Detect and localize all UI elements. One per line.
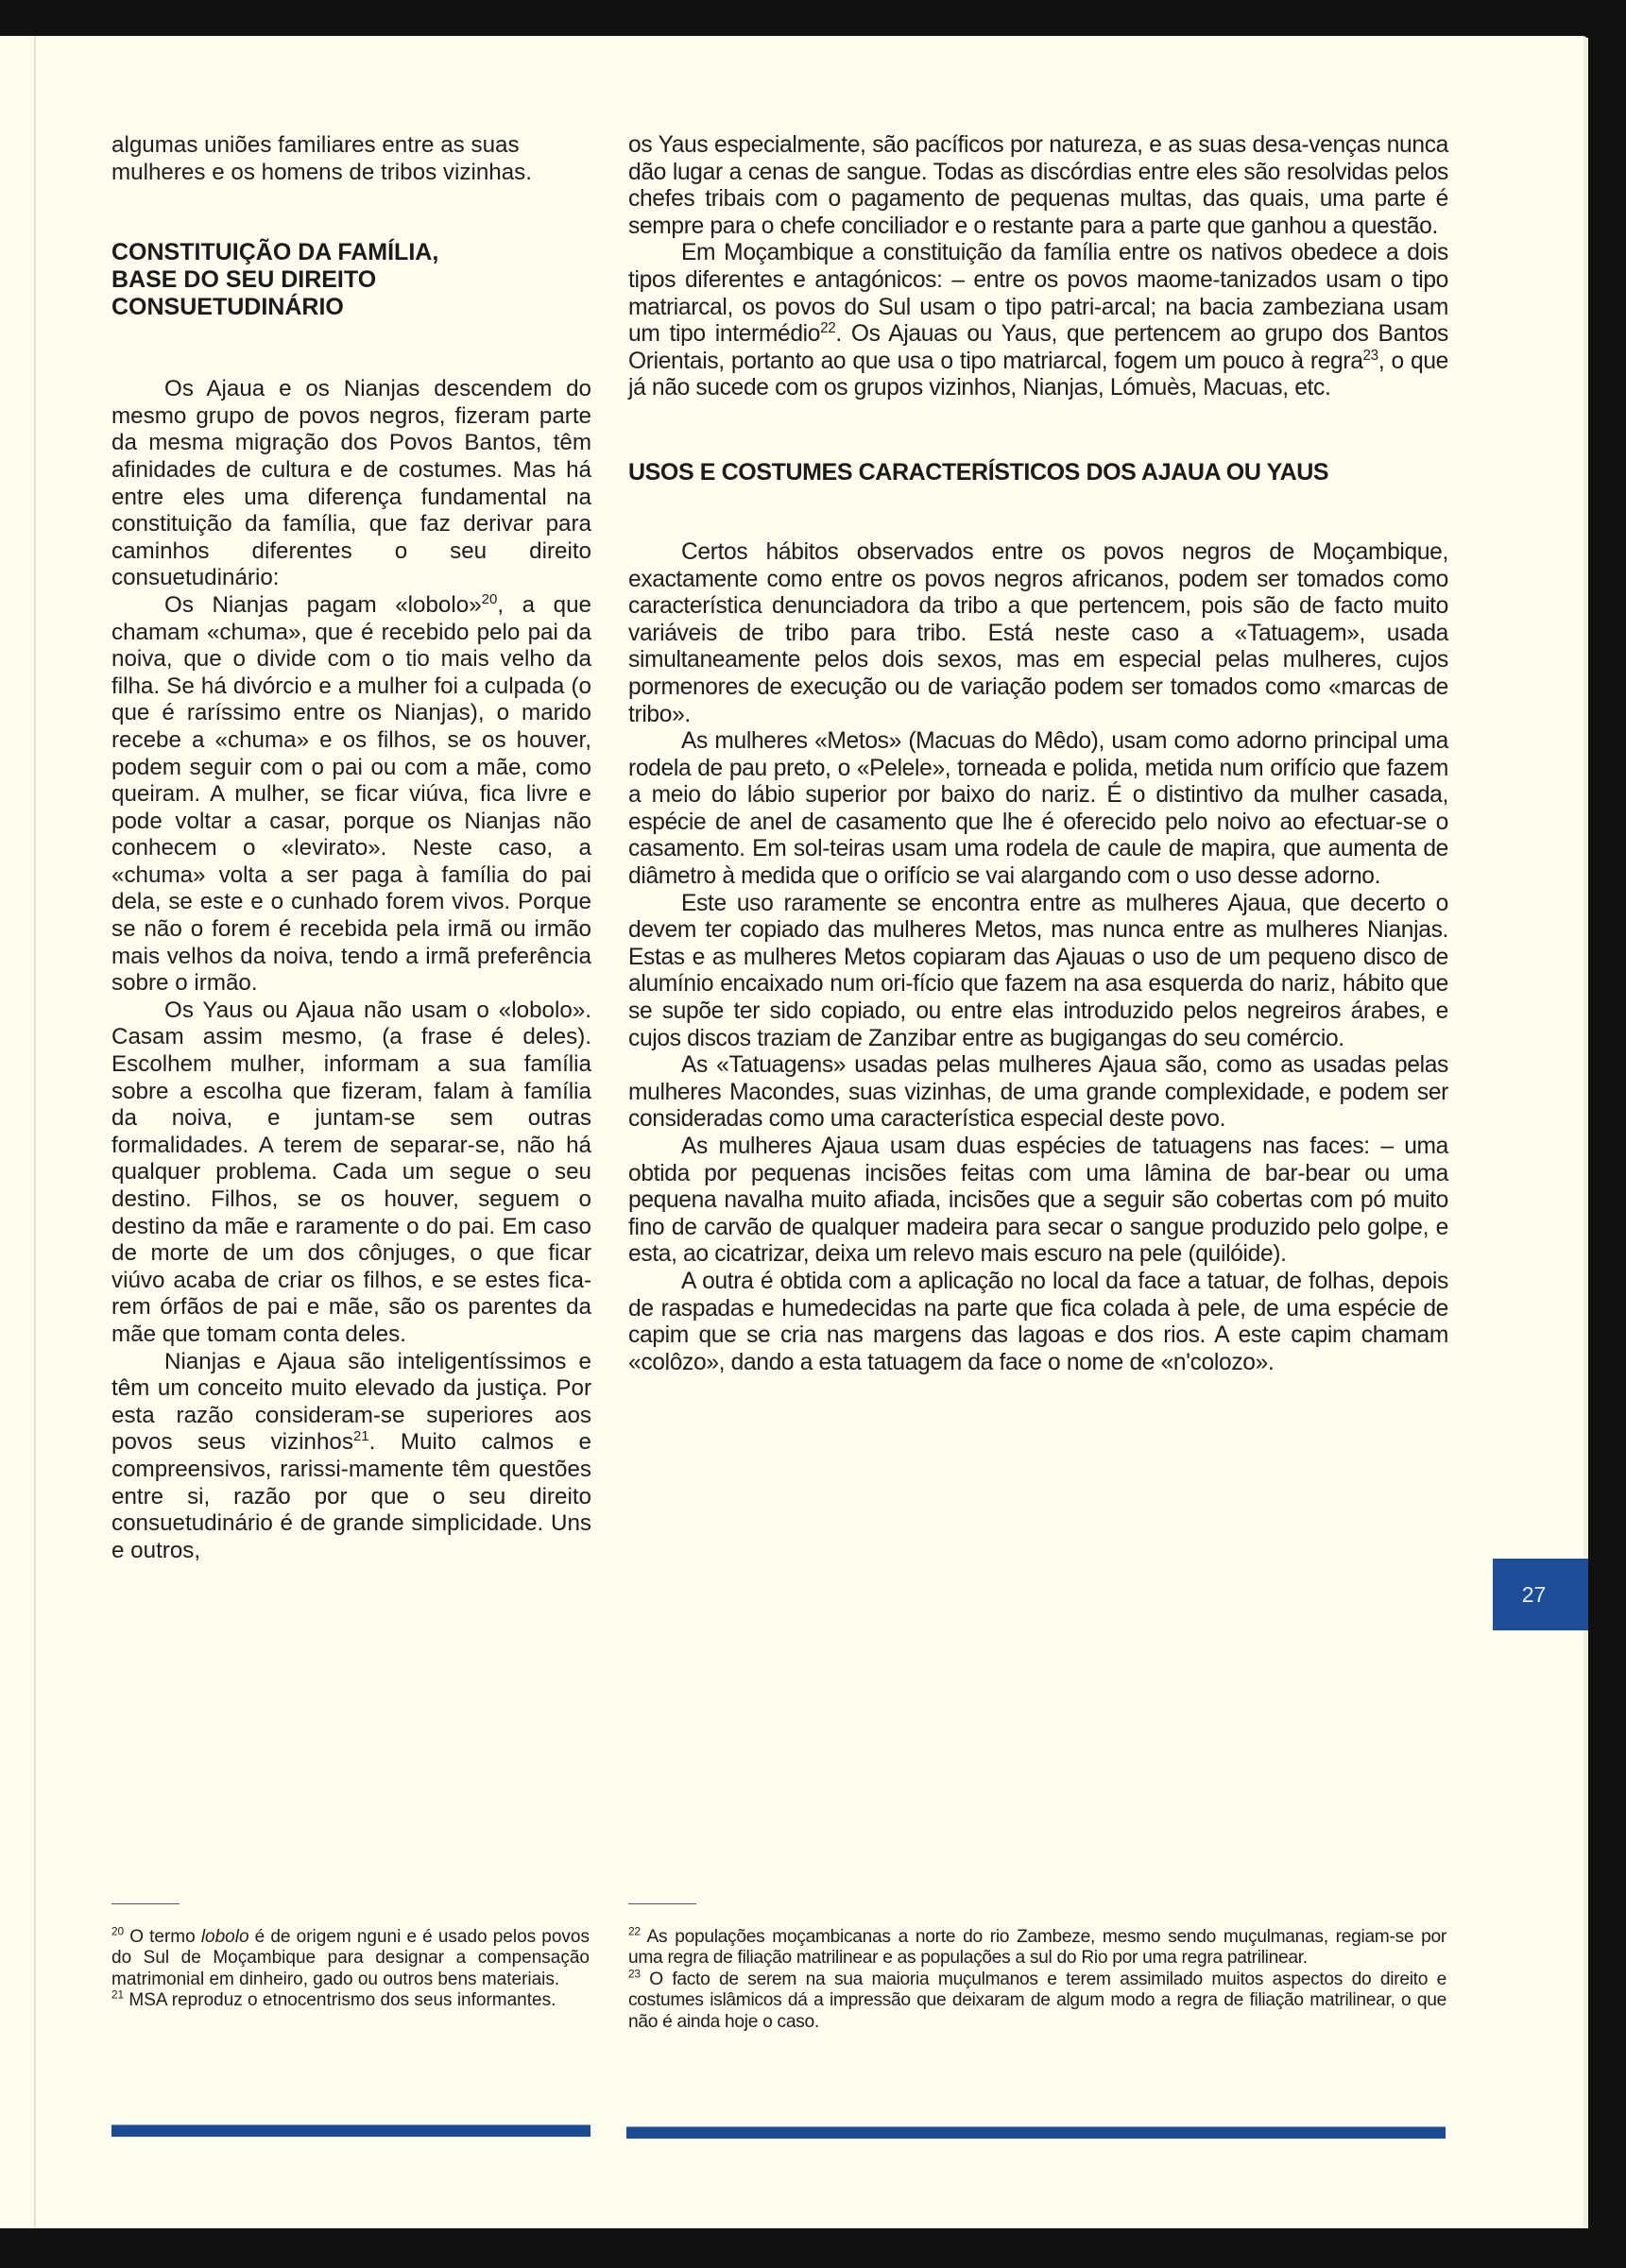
footnote-number: 23 (628, 1967, 641, 1981)
text-run: MSA reproduz o etnocentrismo dos seus informantes. (124, 1990, 556, 2011)
body-paragraph: As «Tatuagens» usadas pelas mulheres Ajaua são, como as usadas pelas mulheres Macondes, suas vizinhas, de uma grande complexidade, e podem ser consideradas como uma característica especial deste povo. (628, 1052, 1448, 1133)
body-paragraph: Os Yaus ou Ajaua não usam o «lobolo». Casam assim mesmo, (a frase é deles). Escolhem mulher, informam a sua família sobre a escolha que fizeram, falam à família da noiva, e juntam-se sem outras formalidades. A terem de separar-se, não há qualquer problema. Cada um segue o seu destino. Filhos, se os houver, seguem o destino da mãe e raramente o do pai. Em caso de morte de um dos cônjuges, o que ficar viúvo acaba de criar os filhos, e se estes fica-rem órfãos de pai e mãe, são os parentes da mãe que tomam conta deles. (111, 997, 591, 1347)
footnote-23 (628, 1967, 1446, 2033)
footnote-22 (628, 1924, 1446, 1970)
footnote-ref-21[interactable]: 21 (352, 1428, 369, 1445)
page-gutter-edge (34, 36, 36, 2228)
footnote-ref-23[interactable]: 23 (1362, 347, 1378, 364)
page-number: 27 (1521, 1581, 1547, 1607)
footnote-21 (111, 1990, 590, 2011)
body-paragraph (111, 592, 591, 998)
left-column (111, 132, 591, 1564)
heading-line: BASE DO SEU DIREITO (111, 266, 377, 294)
footnotes-left (111, 1903, 590, 2012)
footer-rule-left (111, 2125, 590, 2137)
footnote-number: 21 (111, 1988, 125, 2002)
text-run: , o que já não sucede com os grupos vizinhos, Nianjas, Lómuès, Macuas, etc. (628, 348, 1448, 401)
text-run: . Muito calmos e compreensivos, rarissi-mamente têm questões entre si, razão por que o seu direito consuetudinário é de grande simplicidade. Uns e outros, (111, 1429, 591, 1563)
body-paragraph (111, 1349, 591, 1565)
page-right-edge (1583, 38, 1588, 2227)
text-run: As populações moçambicanas a norte do rio Zambeze, mesmo sendo muçulmanas, regiam-se por uma regra de filiação matrilinear e as populações a sul do Rio por uma regra patrilinear. (628, 1927, 1446, 1969)
body-paragraph: A outra é obtida com a aplicação no local da face a tatuar, de folhas, depois de raspadas e humedecidas na parte que fica colada à pele, de uma espécie de capim que se cria nas margens das lagoas e dos rios. A este capim chamam «colôzo», dando a esta tatuagem da face o nome de «n'colozo». (628, 1268, 1448, 1375)
text-run: O facto de serem na sua maioria muçulmanos e terem assimilado muitos aspectos do direito e costumes islâmicos dá a impressão que deixaram de algum modo a regra de filiação matrilinear, o que não é ainda hoje o caso. (628, 1969, 1446, 2032)
section-heading-family (111, 239, 591, 321)
body-paragraph: os Yaus especialmente, são pacíficos por natureza, e as suas desa-venças nunca dão lugar a cenas de sangue. Todas as discórdias entre eles são resolvidas pelos chefes tribais com o pagamento de pequenas multas, das quais, uma parte é sempre para o chefe conciliador e o restante para a parte que ganhou a questão. (628, 132, 1448, 239)
body-paragraph: Os Ajaua e os Nianjas descendem do mesmo grupo de povos negros, fizeram parte da mesma migração dos Povos Bantos, têm afinidades de cultura e de costumes. Mas há entre eles uma diferença fundamental na constituição da família, que faz derivar para caminhos diferentes o seu direito consuetudinário: (111, 376, 591, 591)
heading-line: CONSUETUDINÁRIO (111, 294, 344, 321)
body-paragraph: As mulheres Ajaua usam duas espécies de tatuagens nas faces: – uma obtida por pequenas incisões feitas com uma lâmina de bar-bear ou uma pequena navalha muito afiada, incisões que a seguir são cobertas com pó muito fino de carvão de qualquer madeira para secar o sangue produzido pelo golpe, e esta, ao cicatrizar, deixa um relevo mais escuro na pele (quilóide). (628, 1134, 1448, 1268)
body-paragraph: Certos hábitos observados entre os povos negros de Moçambique, exactamente como entre os povos negros africanos, podem ser tomados como característica denunciadora da tribo a que pertencem, pois são de facto muito variáveis de tribo para tribo. Está neste caso a «Tatuagem», usada simultaneamente pelos dois sexos, mas em especial pelas mulheres, cujos pormenores de execução ou de variação podem ser tomados como «marcas de tribo». (628, 538, 1448, 727)
footnote-number: 20 (111, 1925, 125, 1938)
footnote-number: 22 (628, 1924, 641, 1938)
page-number-tab (1493, 1559, 1588, 1630)
text-run: Os Nianjas pagam «lobolo» (164, 591, 482, 618)
body-paragraph: Este uso raramente se encontra entre as mulheres Ajaua, que decerto o devem ter copiado das mulheres Metos, mas nunca entre as mulheres Nianjas. Estas e as mulheres Metos copiaram das Ajauas o uso de um pequeno disco de alumínio encaixado num ori-fício que fazem na asa esquerda do nariz, hábito que se supõe ter sido copiado, ou entre elas introduzido pelos negreiros árabes, e cujos discos traziam de Zanzibar entre as bugigangas do seu comércio. (628, 890, 1448, 1051)
footnote-rule (111, 1903, 180, 1904)
text-run: O termo (124, 1927, 201, 1947)
text-run: Em Moçambique a constituição da família entre os nativos obedece a dois tipos diferentes e antagónicos: – entre os povos maome-tanizados usam o tipo matriarcal, os povos do Sul usam o tipo patri-arcal; na bacia zambeziana usam um tipo intermédio (628, 240, 1448, 348)
footnote-20 (111, 1927, 590, 1990)
text-run: é de origem nguni e é usado pelos povos do Sul de Moçambique para designar a compensação matrimonial em dinheiro, gado ou outros bens materiais. (111, 1927, 590, 1989)
footnotes-right (628, 1903, 1446, 2033)
footer-rule-right (626, 2127, 1446, 2139)
heading-line: CONSTITUIÇÃO DA FAMÍLIA, (111, 239, 439, 266)
footnote-ref-22[interactable]: 22 (820, 319, 836, 336)
text-run: . Os Ajauas ou Yaus, que pertencem ao grupo dos Bantos Orientais, portanto ao que usa o tipo matriarcal, fogem um pouco à regra (628, 321, 1448, 374)
footnote-ref-20[interactable]: 20 (481, 590, 498, 607)
body-paragraph: As mulheres «Metos» (Macuas do Mêdo), usam como adorno principal uma rodela de pau preto, o «Pelele», torneada e polida, metida num orifício que fazem a meio do lábio superior por baixo do nariz. É o distintivo da mulher casada, espécie de anel de casamento que lhe é oferecido pelo noivo ao efectuar-se o casamento. Em sol-teiras usam uma rodela de caule de mapira, que aumenta de diâmetro à medida que o orifício se vai alargando com o uso desse adorno. (628, 728, 1448, 890)
intro-paragraph: algumas uniões familiares entre as suas mulheres e os homens de tribos vizinhas. (111, 132, 533, 185)
footnote-rule (628, 1903, 696, 1904)
text-run: , a que chamam «chuma», que é recebido pelo pai da noiva, que o divide com o tio mais velho da filha. Se há divórcio e a mulher foi a culpada (o que é raríssimo entre os Nianjas), o marido recebe a «chuma» e os filhos, se os houver, podem seguir com o pai ou com a mãe, como queiram. A mulher, se ficar viúva, fica livre e pode voltar a casar, porque os Nianjas não conhecem o «levirato». Neste caso, a «chuma» volta a ser paga à família do pai dela, se este e o cunhado forem vivos. Porque se não o forem é recebida pela irmã ou irmão mais velhos da noiva, tendo a irmã preferência sobre o irmão. (111, 591, 592, 997)
right-column (628, 132, 1448, 1376)
section-heading-customs: USOS E COSTUMES CARACTERÍSTICOS DOS AJAUA OU YAUS (628, 458, 1329, 486)
body-paragraph (628, 240, 1448, 402)
text-run: Nianjas e Ajaua são inteligentíssimos e têm um conceito muito elevado da justiça. Por esta razão consideram-se superiores aos povos seus vizinhos (111, 1348, 591, 1456)
italic-term: lobolo (200, 1927, 249, 1947)
